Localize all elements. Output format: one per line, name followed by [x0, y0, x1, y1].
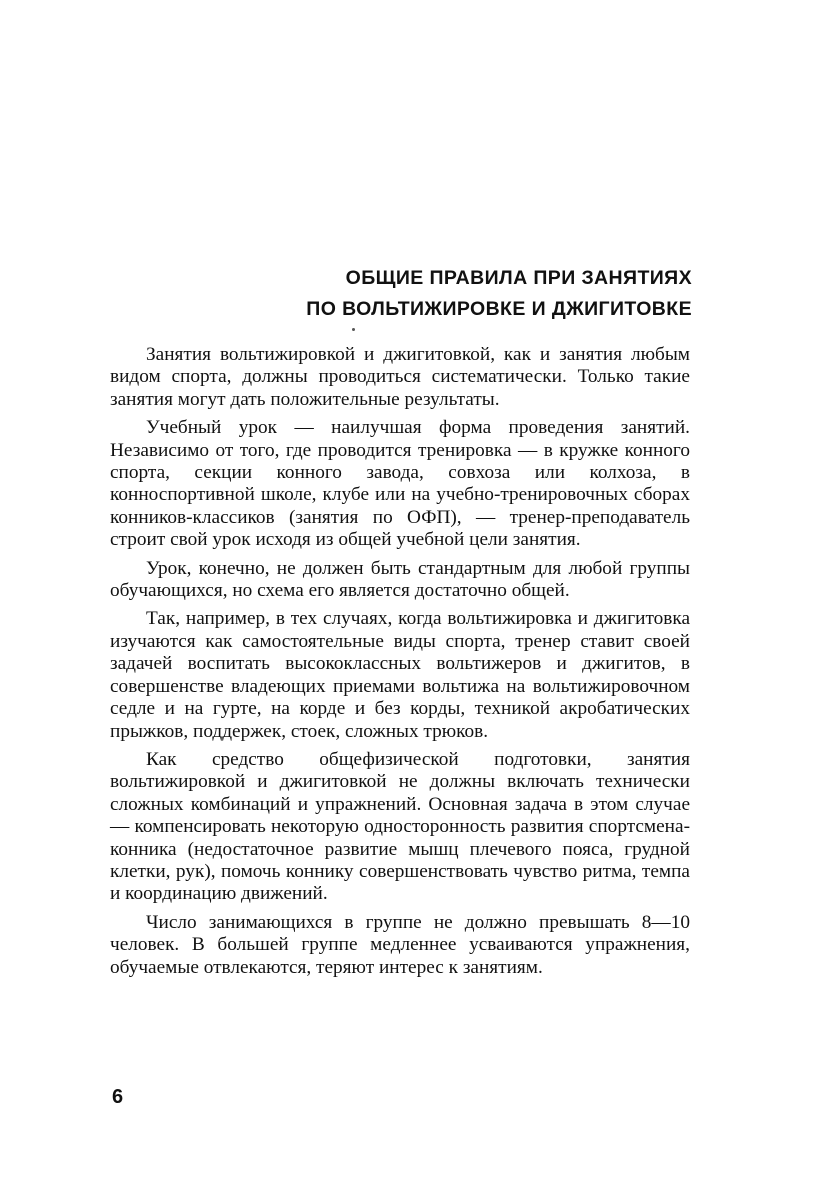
page-number: 6: [112, 1086, 124, 1108]
paragraph-6: Число занимающихся в группе не должно превышать 8—10 человек. В большей группе медленнее усваиваются упражнения, обучаемые отвлекаются, теряют интерес к занятиям.: [110, 911, 690, 978]
chapter-heading-line-1: ОБЩИЕ ПРАВИЛА ПРИ ЗАНЯТИЯХ: [345, 267, 692, 289]
chapter-heading-line-2: ПО ВОЛЬТИЖИРОВКЕ И ДЖИГИТОВКЕ: [306, 298, 692, 320]
paragraph-3: Урок, конечно, не должен быть стандартным для любой группы обучающихся, но схема его является достаточно общей.: [110, 557, 690, 602]
paragraph-4: Так, например, в тех случаях, когда вольтижировка и джигитовка изучаются как самостоятельные виды спорта, тренер ставит своей задачей воспитать высококлассных вольтижеров и джигитов, в совершенстве владеющих приемами вольтижа на вольтижировочном седле и на гурте, на корде и без корды, техникой акробатических прыжков, поддержек, стоек, сложных трюков.: [110, 608, 690, 742]
paragraph-1: Занятия вольтижировкой и джигитовкой, как и занятия любым видом спорта, должны проводиться систематически. Только такие занятия могут дать положительные результаты.: [110, 344, 690, 410]
body-text: [110, 344, 690, 985]
print-speck: [352, 328, 355, 331]
paragraph-2: Учебный урок — наилучшая форма проведения занятий. Независимо от того, где проводится тренировка — в кружке конного спорта, секции конного завода, совхоза или колхоза, в конноспортивной школе, клубе или на учебно-тренировочных сборах конников-классиков (занятия по ОФП), — тренер-преподаватель строит свой урок исходя из общей учебной цели занятия.: [110, 417, 690, 551]
paragraph-5: Как средство общефизической подготовки, занятия вольтижировкой и джигитовкой не должны включать технически сложных комбинаций и упражнений. Основная задача в этом случае — компенсировать некоторую односторонность развития спортсмена-конника (недостаточное развитие мышц плечевого пояса, грудной клетки, рук), помочь коннику совершенствовать чувство ритма, темпа и координацию движений.: [110, 748, 690, 905]
chapter-heading: [110, 263, 692, 325]
